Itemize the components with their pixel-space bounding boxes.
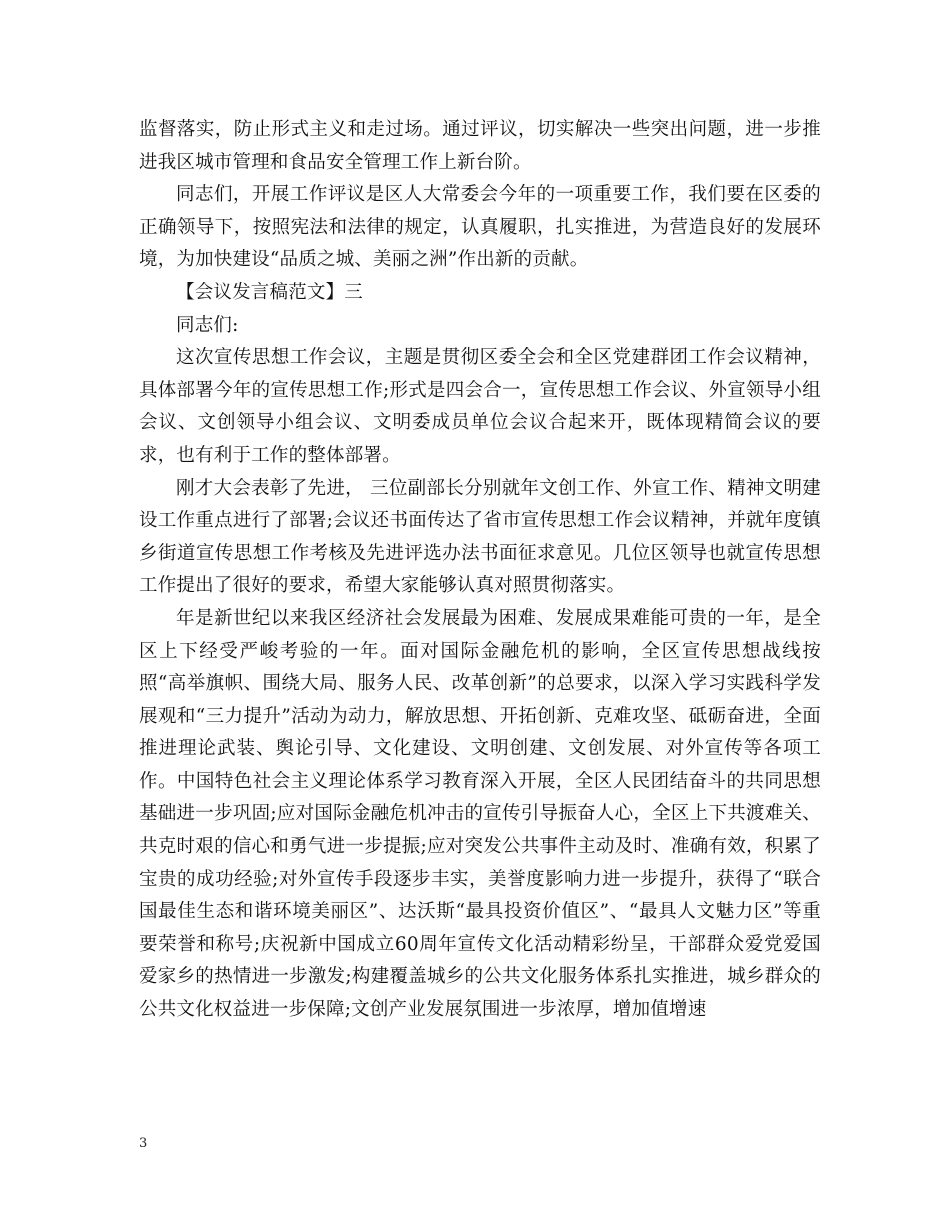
paragraph-meeting-theme: 这次宣传思想工作会议，主题是贯彻区委全会和全区党建群团工作会议精神，具体部署今年的宣传思想工作;形式是四会合一，宣传思想工作会议、外宣领导小组会议、文创领导小组会议、文明委成员单位会议合起来开，既体现精简会议的要求，也有利于工作的整体部署。	[139, 347, 821, 466]
paragraph-meeting-summary: 刚才大会表彰了先进， 三位副部长分别就年文创工作、外宣工作、精神文明建设工作重点进行了部署;会议还书面传达了省市宣传思想工作会议精神，并就年度镇乡街道宣传思想工作考核及先进评选办法书面征求意见。几位区领导也就宣传思想工作提出了很好的要求，希望大家能够认真对照贯彻落实。	[139, 477, 821, 597]
salutation: 同志们:	[176, 314, 239, 336]
paragraph-closing-remarks: 同志们，开展工作评议是区人大常委会今年的一项重要工作，我们要在区委的正确领导下，按照宪法和法律的规定，认真履职，扎实推进，为营造良好的发展环境，为加快建设“品质之城、美丽之洲”作出新的贡献。	[139, 184, 821, 271]
document-body	[139, 114, 821, 1027]
paragraph-continuation: 监督落实，防止形式主义和走过场。通过评议，切实解决一些突出问题，进一步推进我区城市管理和食品安全管理工作上新台阶。	[139, 119, 821, 173]
paragraph-annual-review: 年是新世纪以来我区经济社会发展最为困难、发展成果难能可贵的一年，是全区上下经受严峻考验的一年。面对国际金融危机的影响，全区宣传思想战线按照“高举旗帜、围绕大局、服务人民、改革创新”的总要求，以深入学习实践科学发展观和“三力提升”活动为动力，解放思想、开拓创新、克难攻坚、砥砺奋进，全面推进理论武装、舆论引导、文化建设、文明创建、文创发展、对外宣传等各项工作。中国特色社会主义理论体系学习教育深入开展，全区人民团结奋斗的共同思想基础进一步巩固;应对国际金融危机冲击的宣传引导振奋人心，全区上下共渡难关、共克时艰的信心和勇气进一步提振;应对突发公共事件主动及时、准确有效，积累了宝贵的成功经验;对外宣传手段逐步丰实，美誉度影响力进一步提升，获得了“联合国最佳生态和谐环境美丽区”、达沃斯“最具投资价值区”、“最具人文魅力区”等重要荣誉和称号;庆祝新中国成立60周年宣传文化活动精彩纷呈，干部群众爱党爱国爱家乡的热情进一步激发;构建覆盖城乡的公共文化服务体系扎实推进，城乡群众的公共文化权益进一步保障;文创产业发展氛围进一步浓厚，增加值增速	[139, 607, 821, 1021]
section-heading: 【会议发言稿范文】三	[176, 281, 364, 303]
page-number: 3	[139, 1136, 148, 1151]
